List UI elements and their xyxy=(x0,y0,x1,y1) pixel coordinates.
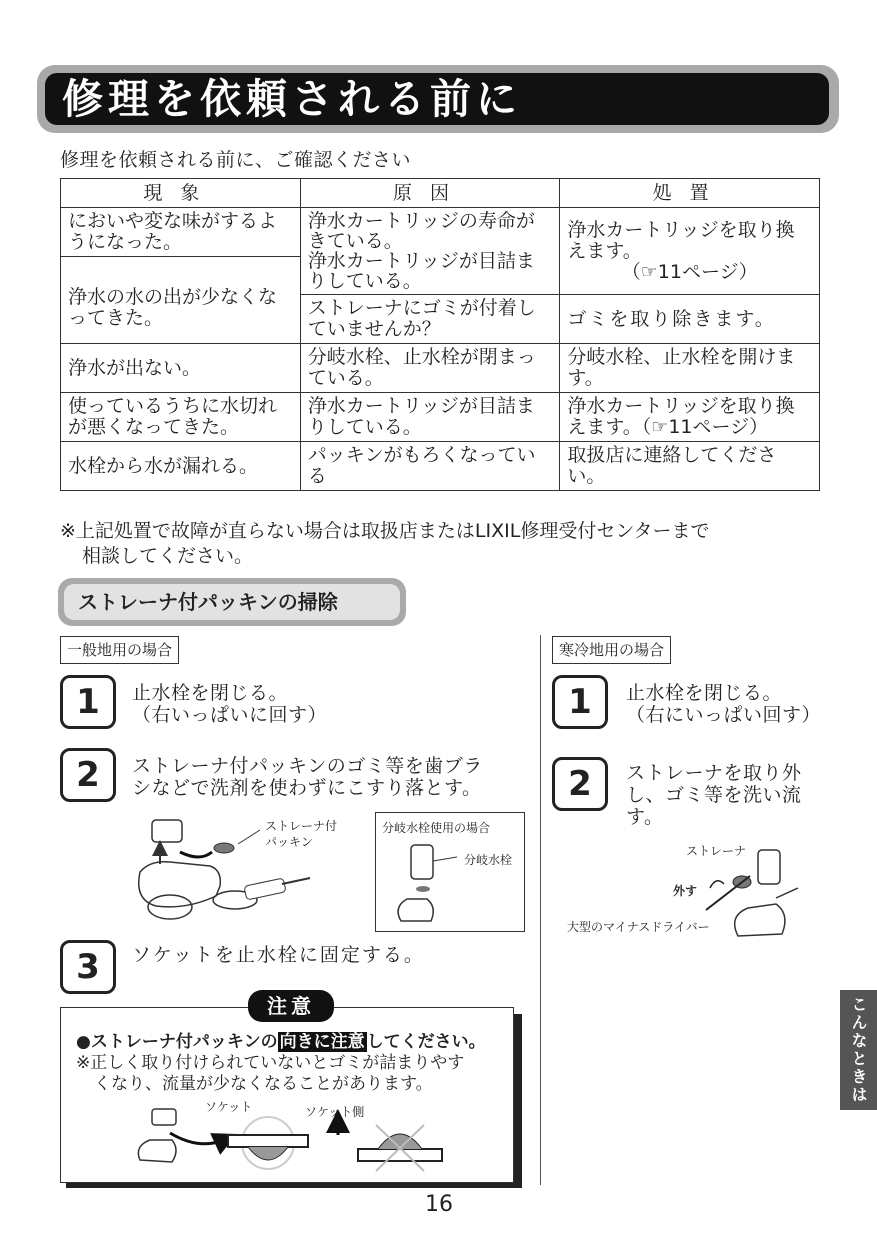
symptom-cell: 浄水が出ない。 xyxy=(61,344,301,393)
header-action: 処置 xyxy=(560,179,820,208)
section-title: ストレーナ付パッキンの掃除 xyxy=(78,590,338,614)
cause-cell: パッキンがもろくなっている xyxy=(300,442,560,491)
figure-label-line: ストレーナ付 xyxy=(265,819,338,833)
table-header-row xyxy=(61,179,820,208)
figure-label: 大型のマイナスドライバー xyxy=(567,920,710,934)
intro-text: 修理を依頼される前に、ご確認ください xyxy=(60,149,412,171)
cause-cell: 浄水カートリッジが目詰まりしている。 xyxy=(300,393,560,442)
cause-text: 浄水カートリッジの寿命がきている。 xyxy=(307,210,535,252)
step-line: し、ゴミ等を洗い流 xyxy=(626,784,802,806)
right-sublabel: 寒冷地用の場合 xyxy=(552,636,671,664)
step-number: 1 xyxy=(552,675,608,729)
action-cell: 分岐水栓、止水栓を開けます。 xyxy=(560,344,820,393)
page-reference: （☞11ページ） xyxy=(621,260,758,283)
action-cell xyxy=(560,208,820,295)
caution-highlight: 向きに注意 xyxy=(279,1032,365,1052)
figure-label xyxy=(265,818,337,850)
step-number: 1 xyxy=(60,675,116,729)
step-number: 2 xyxy=(552,757,608,811)
step-text xyxy=(626,682,821,726)
figure-label: ソケット xyxy=(205,1100,253,1114)
caution-note-line: ※正しく取り付けられていないとゴミが詰まりやす xyxy=(76,1053,465,1073)
table-row xyxy=(61,393,820,442)
branch-faucet-inset xyxy=(375,812,525,932)
symptom-cell: 使っているうちに水切れが悪くなってきた。 xyxy=(61,393,301,442)
note-text xyxy=(60,519,830,569)
step-text xyxy=(132,682,327,726)
step-line: シなどで洗剤を使わずにこすり落とす。 xyxy=(132,777,482,799)
note-line: 相談してください。 xyxy=(82,545,254,567)
caution-note-line: くなり、流量が少なくなることがあります。 xyxy=(94,1074,433,1094)
symptom-cell: 水栓から水が漏れる。 xyxy=(61,442,301,491)
figure-label: ソケット側 xyxy=(305,1105,365,1119)
symptom-cell: 浄水の水の出が少なくなってきた。 xyxy=(61,257,301,344)
cause-cell: ストレーナにゴミが付着していませんか？ xyxy=(300,295,560,344)
caution-text: ●ストレーナ付パッキンの xyxy=(76,1032,278,1052)
step-line: す。 xyxy=(626,806,664,828)
table-row xyxy=(61,344,820,393)
header-symptom: 現象 xyxy=(61,179,301,208)
step-number: 3 xyxy=(60,940,116,994)
step-text: ソケットを止水栓に固定する。 xyxy=(132,944,425,966)
page-title: 修理を依頼される前に xyxy=(62,75,522,123)
table-row xyxy=(61,442,820,491)
table-row xyxy=(61,208,820,257)
step-line: ストレーナ付パッキンのゴミ等を歯ブラ xyxy=(132,755,483,777)
action-cell: 浄水カートリッジを取り換えます。（☞11ページ） xyxy=(560,393,820,442)
strainer-removal-figure xyxy=(700,848,800,940)
action-cell: 取扱店に連絡してください。 xyxy=(560,442,820,491)
packing-orientation-figure xyxy=(130,1105,450,1173)
caution-label: 注意 xyxy=(248,990,334,1022)
cause-cell: 分岐水栓、止水栓が閉まっている。 xyxy=(300,344,560,393)
troubleshooting-table xyxy=(60,178,820,491)
action-cell: ゴミを取り除きます。 xyxy=(560,295,820,344)
step-line: 止水栓を閉じる。 xyxy=(626,682,783,704)
step-line: （右いっぱいに回す） xyxy=(132,704,328,726)
figure-label-line: パッキン xyxy=(265,835,313,849)
step-line: ストレーナを取り外 xyxy=(626,762,802,784)
note-line: ※上記処置で故障が直らない場合は取扱店またはLIXIL修理受付センターまで xyxy=(60,520,710,542)
step-line: （右にいっぱい回す） xyxy=(626,704,822,726)
step-number: 2 xyxy=(60,748,116,802)
figure-label: ストレーナ xyxy=(686,844,747,858)
action-text: 浄水カートリッジを取り換えます。 xyxy=(567,218,795,262)
left-sublabel: 一般地用の場合 xyxy=(60,636,179,664)
symptom-cell: においや変な味がするようになった。 xyxy=(61,208,301,257)
header-cause: 原因 xyxy=(300,179,560,208)
cause-text: 浄水カートリッジが目詰まりしている。 xyxy=(307,250,535,292)
caution-note xyxy=(76,1053,506,1095)
step-text xyxy=(626,762,802,828)
cause-cell xyxy=(300,208,560,295)
column-divider xyxy=(540,635,541,1185)
side-tab: こんなときは xyxy=(840,990,877,1110)
branch-faucet-figure xyxy=(391,841,471,926)
inset-title: 分岐水栓使用の場合 xyxy=(382,821,491,835)
step-text xyxy=(132,755,483,799)
step-line: 止水栓を閉じる。 xyxy=(132,682,289,704)
figure-label: 外す xyxy=(673,884,698,898)
caution-line xyxy=(76,1031,486,1053)
inset-label: 分岐水栓 xyxy=(464,853,513,867)
caution-text: してください。 xyxy=(366,1032,486,1052)
page-number: 16 xyxy=(425,1192,453,1217)
